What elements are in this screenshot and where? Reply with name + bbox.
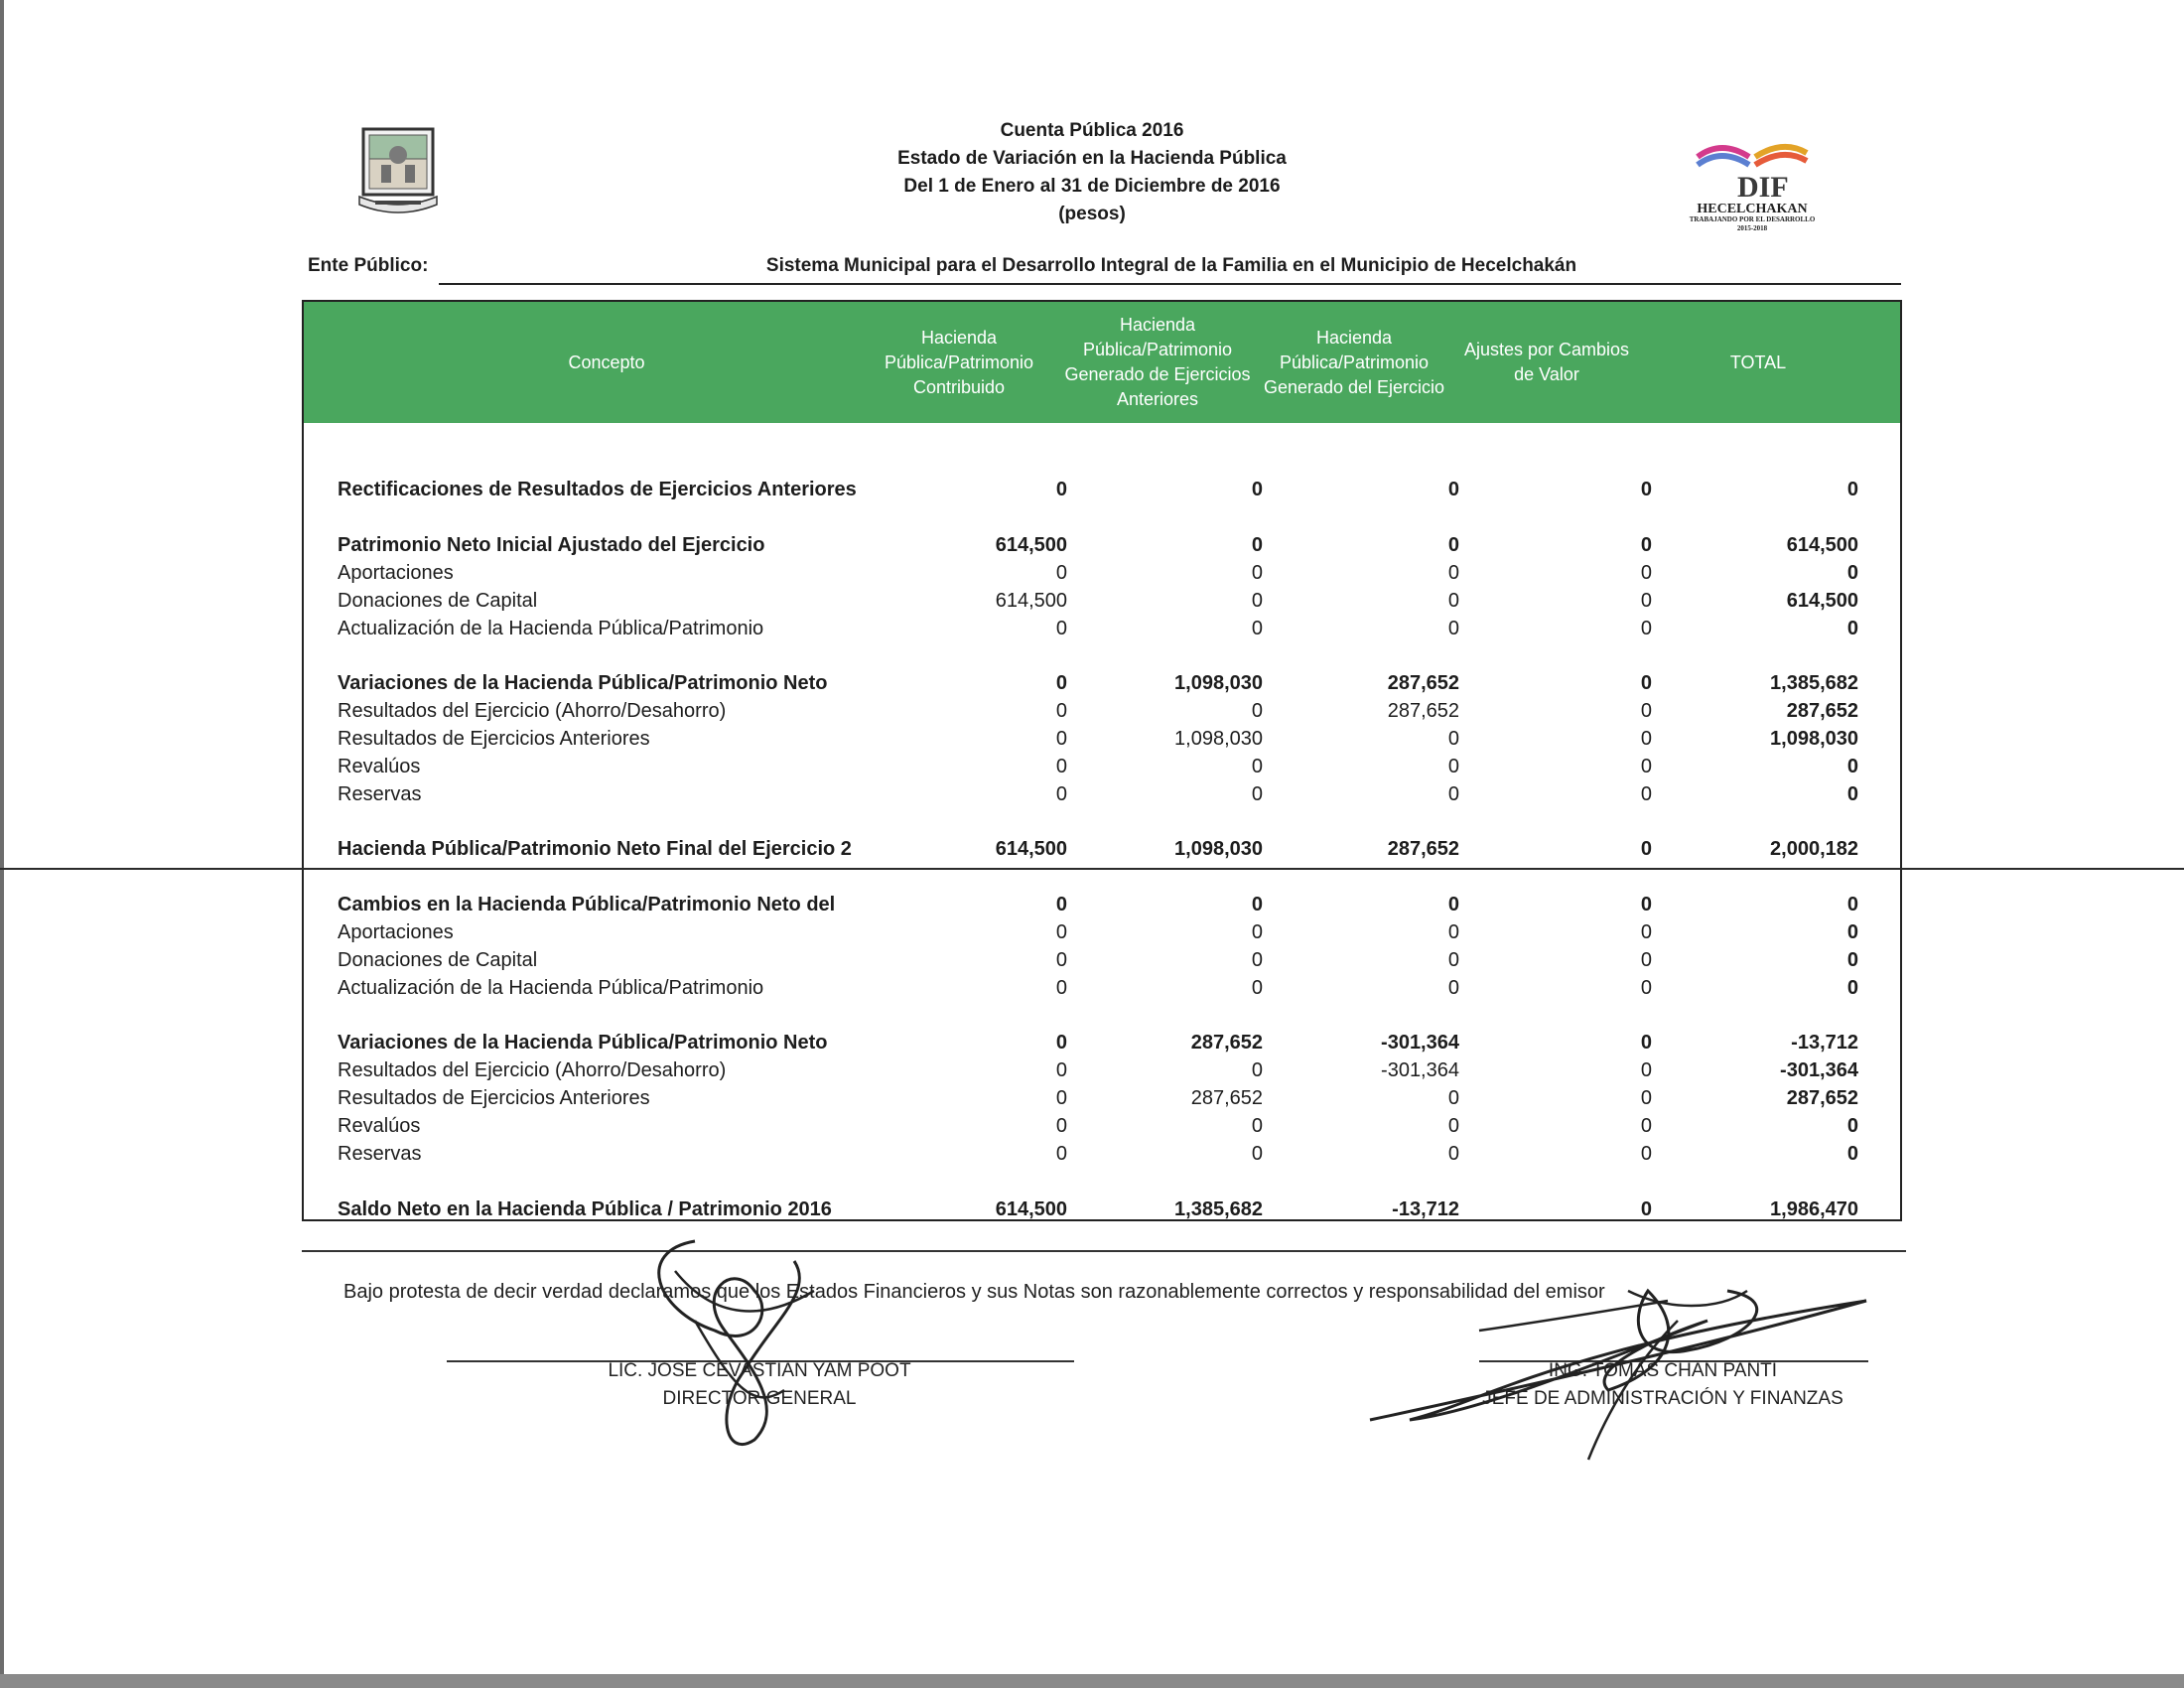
row-value: 614,500 — [995, 590, 1067, 612]
col-generado-ejercicio: Hacienda Pública/Patrimonio Generado del Ejercicio — [1263, 327, 1445, 397]
row-value: 0 — [1251, 618, 1263, 639]
row-value: 0 — [1251, 756, 1263, 777]
table-row — [338, 700, 1866, 728]
table-row — [338, 728, 1866, 756]
row-value: 0 — [1055, 756, 1067, 777]
table-row — [338, 838, 1866, 866]
row-value: 0 — [1055, 562, 1067, 584]
row-value: 0 — [1447, 783, 1459, 805]
row-value: 0 — [1640, 590, 1652, 612]
table-row — [338, 534, 1866, 562]
row-value: 0 — [1251, 534, 1263, 556]
row-value: 0 — [1640, 728, 1652, 750]
row-total: -301,364 — [1780, 1059, 1858, 1081]
row-value: 0 — [1447, 921, 1459, 943]
row-value: 0 — [1055, 1115, 1067, 1137]
row-value: 0 — [1640, 534, 1652, 556]
row-value: 0 — [1447, 728, 1459, 750]
row-label: Patrimonio Neto Inicial Ajustado del Ejercicio — [338, 534, 765, 556]
table-row — [338, 479, 1866, 506]
row-value: 0 — [1640, 838, 1652, 860]
header-period: Del 1 de Enero al 31 de Diciembre de 2016 — [903, 176, 1281, 197]
signatory-1-name: LIC. JOSE CEVASTIAN YAM POOT — [608, 1360, 911, 1381]
ente-value: Sistema Municipal para el Desarrollo Integral de la Familia en el Municipio de Hecelchakán — [765, 255, 1577, 276]
row-value: -301,364 — [1381, 1032, 1459, 1054]
protest-statement: Bajo protesta de decir verdad declaramos que los Estados Financieros y sus Notas son razonablemente correctos y responsabilidad del emisor — [343, 1281, 1605, 1303]
row-value: 0 — [1640, 1032, 1652, 1054]
row-value: 0 — [1055, 783, 1067, 805]
row-value: 0 — [1640, 700, 1652, 722]
row-total: 0 — [1846, 1115, 1858, 1137]
row-value: 287,652 — [1387, 700, 1459, 722]
row-label: Actualización de la Hacienda Pública/Patrimonio — [338, 977, 764, 999]
row-value: 0 — [1640, 672, 1652, 694]
dif-logo-slogan: TRABAJANDO POR EL DESARROLLO — [1689, 215, 1816, 223]
row-label: Resultados del Ejercicio (Ahorro/Desahorro) — [338, 700, 727, 722]
row-total: 0 — [1846, 562, 1858, 584]
table-row — [338, 1032, 1866, 1059]
row-total: 614,500 — [1786, 590, 1858, 612]
row-label: Saldo Neto en la Hacienda Pública / Patrimonio 2016 — [338, 1198, 832, 1220]
row-value: 287,652 — [1190, 1087, 1263, 1109]
scan-edge-left — [0, 0, 4, 1688]
table-header — [304, 302, 1900, 423]
ente-label: Ente Público: — [308, 255, 429, 276]
svg-text:DIF: DIF — [1737, 171, 1789, 203]
row-label: Resultados de Ejercicios Anteriores — [338, 728, 650, 750]
row-value: 0 — [1251, 921, 1263, 943]
row-value: 1,098,030 — [1174, 838, 1263, 860]
row-total: 2,000,182 — [1770, 838, 1858, 860]
dif-logo-name: HECELCHAKAN — [1697, 202, 1808, 216]
row-value: 1,098,030 — [1174, 728, 1263, 750]
row-value: 0 — [1251, 977, 1263, 999]
row-total: 287,652 — [1786, 1087, 1858, 1109]
scan-fold-line — [0, 868, 2184, 870]
dif-rainbow-icon — [1688, 131, 1817, 203]
header-subtitle: Estado de Variación en la Hacienda Pública — [897, 148, 1287, 169]
header-units: (pesos) — [1058, 204, 1126, 224]
row-value: 0 — [1055, 1059, 1067, 1081]
table-row — [338, 1143, 1866, 1171]
row-value: 0 — [1640, 1115, 1652, 1137]
ente-underline — [439, 283, 1901, 285]
row-value: 0 — [1447, 562, 1459, 584]
table-row — [338, 618, 1866, 645]
row-value: 0 — [1055, 618, 1067, 639]
row-total: 0 — [1846, 949, 1858, 971]
row-label: Aportaciones — [338, 562, 454, 584]
col-contribuido: Hacienda Pública/Patrimonio Contribuido — [884, 327, 1034, 397]
row-total: 1,098,030 — [1770, 728, 1858, 750]
row-label: Variaciones de la Hacienda Pública/Patrimonio Neto — [338, 1032, 828, 1054]
row-total: 0 — [1846, 1143, 1858, 1165]
row-label: Resultados del Ejercicio (Ahorro/Desahorro) — [338, 1059, 727, 1081]
row-label: Reservas — [338, 1143, 422, 1165]
row-value: 0 — [1055, 894, 1067, 915]
row-value: 0 — [1055, 1087, 1067, 1109]
row-value: 0 — [1640, 756, 1652, 777]
row-value: 0 — [1447, 949, 1459, 971]
row-total: 0 — [1846, 894, 1858, 915]
row-value: 0 — [1251, 1059, 1263, 1081]
row-value: 1,385,682 — [1174, 1198, 1263, 1220]
row-label: Hacienda Pública/Patrimonio Neto Final del Ejercicio 2 — [338, 838, 852, 860]
row-value: 0 — [1640, 921, 1652, 943]
row-value: 0 — [1640, 977, 1652, 999]
row-total: 1,986,470 — [1770, 1198, 1858, 1220]
row-value: 0 — [1055, 921, 1067, 943]
table-row — [338, 977, 1866, 1005]
row-value: 0 — [1251, 562, 1263, 584]
row-label: Aportaciones — [338, 921, 454, 943]
table-row — [338, 921, 1866, 949]
row-total: 0 — [1846, 783, 1858, 805]
row-label: Variaciones de la Hacienda Pública/Patrimonio Neto — [338, 672, 828, 694]
row-value: -301,364 — [1381, 1059, 1459, 1081]
row-value: 614,500 — [995, 838, 1067, 860]
row-value: 614,500 — [995, 534, 1067, 556]
row-label: Revalúos — [338, 756, 421, 777]
table-row — [338, 1087, 1866, 1115]
row-total: 0 — [1846, 618, 1858, 639]
row-value: 0 — [1640, 1059, 1652, 1081]
row-total: 0 — [1846, 977, 1858, 999]
row-label: Donaciones de Capital — [338, 590, 538, 612]
header-title: Cuenta Pública 2016 — [1000, 120, 1184, 141]
row-value: 1,098,030 — [1174, 672, 1263, 694]
row-value: 0 — [1055, 1143, 1067, 1165]
col-concepto: Concepto — [568, 352, 645, 372]
row-total: 0 — [1846, 756, 1858, 777]
row-value: 0 — [1251, 479, 1263, 500]
row-value: 0 — [1640, 894, 1652, 915]
col-ajustes: Ajustes por Cambios de Valor — [1463, 340, 1630, 384]
row-value: -13,712 — [1392, 1198, 1459, 1220]
table-row — [338, 590, 1866, 618]
row-value: 0 — [1251, 949, 1263, 971]
scan-edge-bottom — [0, 1674, 2184, 1688]
table-row — [338, 783, 1866, 811]
row-value: 0 — [1055, 728, 1067, 750]
row-value: 0 — [1251, 700, 1263, 722]
row-value: 0 — [1640, 479, 1652, 500]
row-value: 0 — [1251, 783, 1263, 805]
row-value: 287,652 — [1190, 1032, 1263, 1054]
row-value: 0 — [1055, 700, 1067, 722]
row-value: 0 — [1447, 590, 1459, 612]
row-value: 0 — [1055, 977, 1067, 999]
row-total: 1,385,682 — [1770, 672, 1858, 694]
row-value: 0 — [1447, 479, 1459, 500]
row-label: Rectificaciones de Resultados de Ejercicios Anteriores — [338, 479, 857, 500]
row-value: 0 — [1447, 618, 1459, 639]
row-value: 0 — [1447, 1087, 1459, 1109]
row-value: 0 — [1055, 479, 1067, 500]
table-bottom-rule — [302, 1250, 1906, 1252]
row-value: 0 — [1251, 1115, 1263, 1137]
col-generado-anteriores: Hacienda Pública/Patrimonio Generado de Ejercicios Anteriores — [1064, 315, 1251, 409]
table-row — [338, 672, 1866, 700]
row-value: 0 — [1251, 590, 1263, 612]
row-value: 0 — [1447, 534, 1459, 556]
row-value: 0 — [1640, 562, 1652, 584]
row-value: 0 — [1447, 977, 1459, 999]
row-value: 0 — [1447, 894, 1459, 915]
row-value: 0 — [1447, 1143, 1459, 1165]
row-label: Actualización de la Hacienda Pública/Patrimonio — [338, 618, 764, 639]
row-total: 0 — [1846, 921, 1858, 943]
row-value: 0 — [1640, 1143, 1652, 1165]
signatory-2-name: ING. TOMAS CHAN PANTI — [1548, 1360, 1778, 1381]
row-value: 0 — [1640, 783, 1652, 805]
row-total: 614,500 — [1786, 534, 1858, 556]
row-total: 0 — [1846, 479, 1858, 500]
row-value: 0 — [1251, 1143, 1263, 1165]
municipal-seal-logo — [357, 125, 449, 220]
col-total: TOTAL — [1729, 352, 1787, 372]
dif-logo-period: 2015-2018 — [1736, 224, 1768, 232]
row-value: 0 — [1640, 1198, 1652, 1220]
row-value: 0 — [1251, 894, 1263, 915]
row-label: Resultados de Ejercicios Anteriores — [338, 1087, 650, 1109]
row-value: 614,500 — [995, 1198, 1067, 1220]
row-label: Revalúos — [338, 1115, 421, 1137]
row-label: Donaciones de Capital — [338, 949, 538, 971]
table-row — [338, 1198, 1866, 1226]
row-value: 0 — [1640, 1087, 1652, 1109]
table-row — [338, 562, 1866, 590]
row-value: 0 — [1640, 949, 1652, 971]
table-row — [338, 1059, 1866, 1087]
row-value: 0 — [1055, 949, 1067, 971]
row-total: 287,652 — [1786, 700, 1858, 722]
row-value: 0 — [1055, 672, 1067, 694]
row-label: Reservas — [338, 783, 422, 805]
table-row — [338, 1115, 1866, 1143]
dif-logo — [1688, 131, 1817, 242]
table-row — [338, 949, 1866, 977]
row-label: Cambios en la Hacienda Pública/Patrimonio Neto del — [338, 894, 836, 915]
row-value: 0 — [1447, 756, 1459, 777]
signatory-1-title: DIRECTOR GENERAL — [662, 1388, 857, 1409]
row-value: 0 — [1447, 1115, 1459, 1137]
dif-logo-caption — [1688, 203, 1817, 233]
document-header — [695, 117, 1489, 228]
row-total: -13,712 — [1791, 1032, 1858, 1054]
table-row — [338, 894, 1866, 921]
row-value: 0 — [1640, 618, 1652, 639]
signatory-2-title: JEFE DE ADMINISTRACIÓN Y FINANZAS — [1482, 1388, 1843, 1409]
row-value: 287,652 — [1387, 838, 1459, 860]
row-value: 287,652 — [1387, 672, 1459, 694]
row-value: 0 — [1055, 1032, 1067, 1054]
table-row — [338, 756, 1866, 783]
